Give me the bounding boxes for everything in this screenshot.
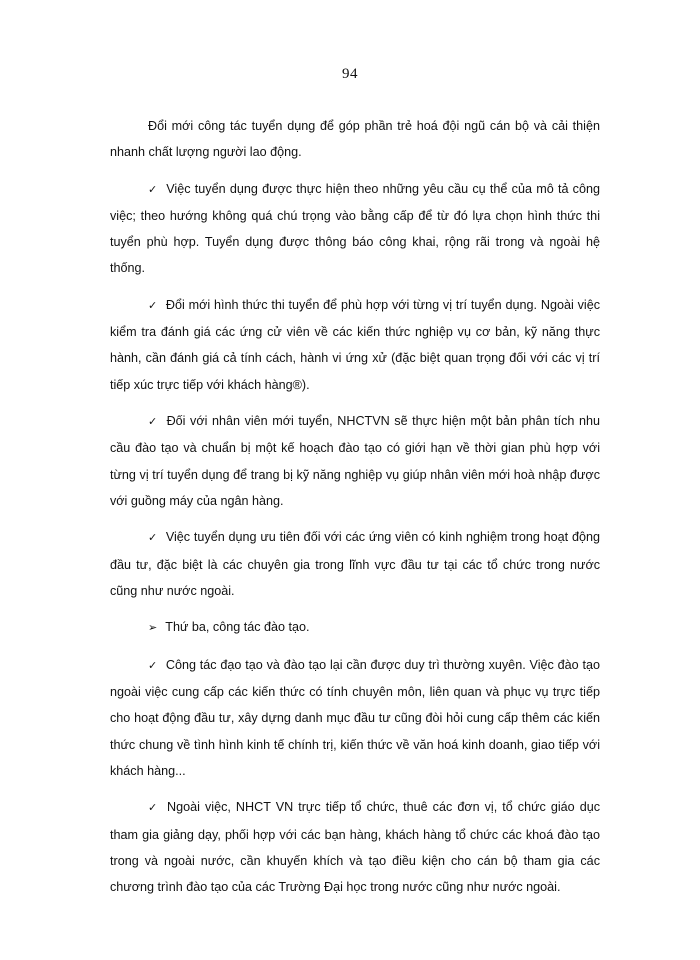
paragraph-text: Đổi mới hình thức thi tuyển để phù hợp với từng vị trí tuyển dụng. Ngoài việc kiểm tra đánh giá các ứng cử viên về các kiến thức nghiệp vụ cơ bản, kỹ năng thực hành, cần đánh giá cả tính cách, hành vi ứng xử (đặc biệt quan trọng đối với các vị trí tiếp xúc trực tiếp với khách hàng®). [110, 298, 601, 392]
paragraph-exam-format [110, 292, 600, 398]
paragraph-new-staff-training [110, 408, 600, 514]
paragraph-text: Việc tuyển dụng được thực hiện theo những yêu cầu cụ thể của mô tả công việc; theo hướng không quá chú trọng vào bằng cấp để từ đó lựa chọn hình thức thi tuyển phù hợp. Tuyển dụng được thông báo công khai, rộng rãi trong và ngoài hệ thống. [110, 181, 600, 276]
paragraph-recruitment-requirements [110, 176, 600, 282]
checkmark-icon: ✓ [148, 531, 158, 545]
paragraph-external-training [110, 794, 600, 900]
paragraph-text: Ngoài việc, NHCT VN trực tiếp tổ chức, thuê các đơn vị, tổ chức giáo dục tham gia giảng dạy, phối hợp với các bạn hàng, khách hàng tổ chức các khoá đào tạo trong và ngoài nước, cần khuyến khích và tạo điều kiện cho cán bộ tham gia các chương trình đào tạo của các Trường Đại học trong nước cũng như nước ngoài. [110, 800, 601, 895]
paragraph-text: Đối với nhân viên mới tuyển, NHCTVN sẽ thực hiện một bản phân tích nhu cầu đào tạo và chuẩn bị một kế hoạch đào tạo có giới hạn về thời gian phù hợp với từng vị trí tuyển dụng để trang bị kỹ năng nghiệp vụ giúp nhân viên mới hoà nhập được với guồng máy của ngân hàng. [110, 414, 600, 508]
checkmark-icon: ✓ [148, 659, 158, 672]
paragraph-text: Việc tuyển dụng ưu tiên đối với các ứng viên có kinh nghiệm trong hoạt động đầu tư, đặc biệt là các chuyên gia trong lĩnh vực đầu tư tại các tổ chức trong nước cũng như nước ngoài. [110, 530, 601, 598]
paragraph-intro [110, 113, 600, 165]
paragraph-section-training [110, 614, 600, 641]
checkmark-icon: ✓ [148, 182, 158, 196]
paragraph-text: Thứ ba, công tác đào tạo. [165, 620, 310, 635]
paragraph-ongoing-training [110, 652, 600, 784]
checkmark-icon: ✓ [148, 801, 158, 815]
paragraph-text: Công tác đạo tạo và đào tạo lại cần được duy trì thường xuyên. Việc đào tạo ngoài việc cung cấp các kiến thức có tính chuyên môn, liên quan và phục vụ trực tiếp cho hoạt động đầu tư, xây dựng danh mục đầu tư cũng đòi hỏi cung cấp thêm các kiến thức chung về tình hình kinh tế chính trị, kiến thức về văn hoá kinh doanh, giao tiếp với khách hàng... [110, 658, 601, 778]
paragraph-experience-priority [110, 524, 600, 604]
arrow-bullet-icon: ➢ [148, 621, 158, 635]
page-number: 94 [342, 66, 358, 82]
body-text [110, 113, 600, 911]
paragraph-text: Đổi mới công tác tuyển dụng để góp phần trẻ hoá đội ngũ cán bộ và cải thiện nhanh chất lượng người lao động. [110, 119, 600, 160]
checkmark-icon: ✓ [148, 415, 158, 429]
checkmark-icon: ✓ [148, 299, 158, 312]
